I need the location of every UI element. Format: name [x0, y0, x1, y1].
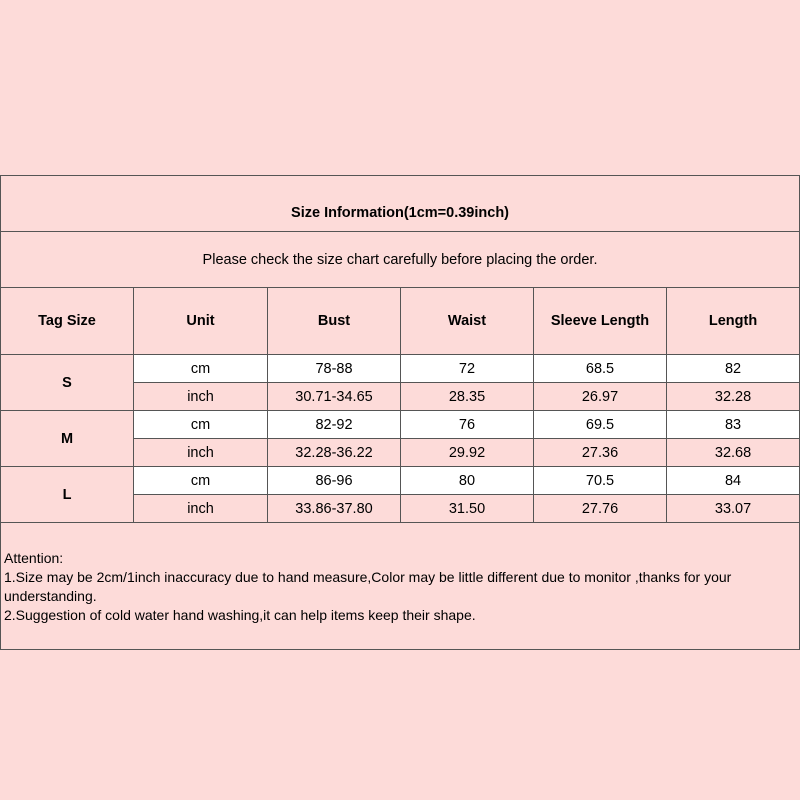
header-bust: Bust	[268, 288, 401, 355]
table-row	[1, 411, 800, 439]
waist-cell: 29.92	[401, 439, 534, 467]
waist-cell: 72	[401, 355, 534, 383]
chart-title: Size Information(1cm=0.39inch)	[291, 204, 510, 221]
sleeve-cell: 26.97	[534, 383, 667, 411]
unit-cell: inch	[134, 383, 268, 411]
header-length: Length	[667, 288, 800, 355]
attention-line-1: 1.Size may be 2cm/1inch inaccuracy due to hand measure,Color may be little different due to monitor ,thanks for your understanding.	[4, 569, 732, 604]
chart-title-cell	[1, 176, 800, 232]
unit-cell: inch	[134, 439, 268, 467]
tag-size-m: M	[1, 411, 134, 467]
bust-cell: 30.71-34.65	[268, 383, 401, 411]
table-row	[1, 467, 800, 495]
bust-cell: 78-88	[268, 355, 401, 383]
length-cell: 83	[667, 411, 800, 439]
sleeve-cell: 27.76	[534, 495, 667, 523]
length-cell: 84	[667, 467, 800, 495]
header-row	[1, 288, 800, 355]
sleeve-cell: 70.5	[534, 467, 667, 495]
sleeve-cell: 27.36	[534, 439, 667, 467]
sleeve-cell: 69.5	[534, 411, 667, 439]
unit-cell: inch	[134, 495, 268, 523]
order-note: Please check the size chart carefully before placing the order.	[1, 232, 800, 288]
length-cell: 32.68	[667, 439, 800, 467]
waist-cell: 28.35	[401, 383, 534, 411]
tag-size-s: S	[1, 355, 134, 411]
waist-cell: 80	[401, 467, 534, 495]
waist-cell: 76	[401, 411, 534, 439]
waist-cell: 31.50	[401, 495, 534, 523]
header-unit: Unit	[134, 288, 268, 355]
size-chart-table	[0, 175, 800, 650]
tag-size-l: L	[1, 467, 134, 523]
unit-cell: cm	[134, 467, 268, 495]
table-row	[1, 355, 800, 383]
length-cell: 32.28	[667, 383, 800, 411]
attention-notes	[1, 523, 800, 650]
bust-cell: 86-96	[268, 467, 401, 495]
attention-heading: Attention:	[4, 550, 64, 566]
bust-cell: 33.86-37.80	[268, 495, 401, 523]
header-tag-size: Tag Size	[1, 288, 134, 355]
length-cell: 33.07	[667, 495, 800, 523]
bust-cell: 82-92	[268, 411, 401, 439]
length-cell: 82	[667, 355, 800, 383]
header-sleeve-length: Sleeve Length	[534, 288, 667, 355]
bust-cell: 32.28-36.22	[268, 439, 401, 467]
attention-line-2: 2.Suggestion of cold water hand washing,it can help items keep their shape.	[4, 607, 476, 623]
unit-cell: cm	[134, 355, 268, 383]
sleeve-cell: 68.5	[534, 355, 667, 383]
header-waist: Waist	[401, 288, 534, 355]
unit-cell: cm	[134, 411, 268, 439]
